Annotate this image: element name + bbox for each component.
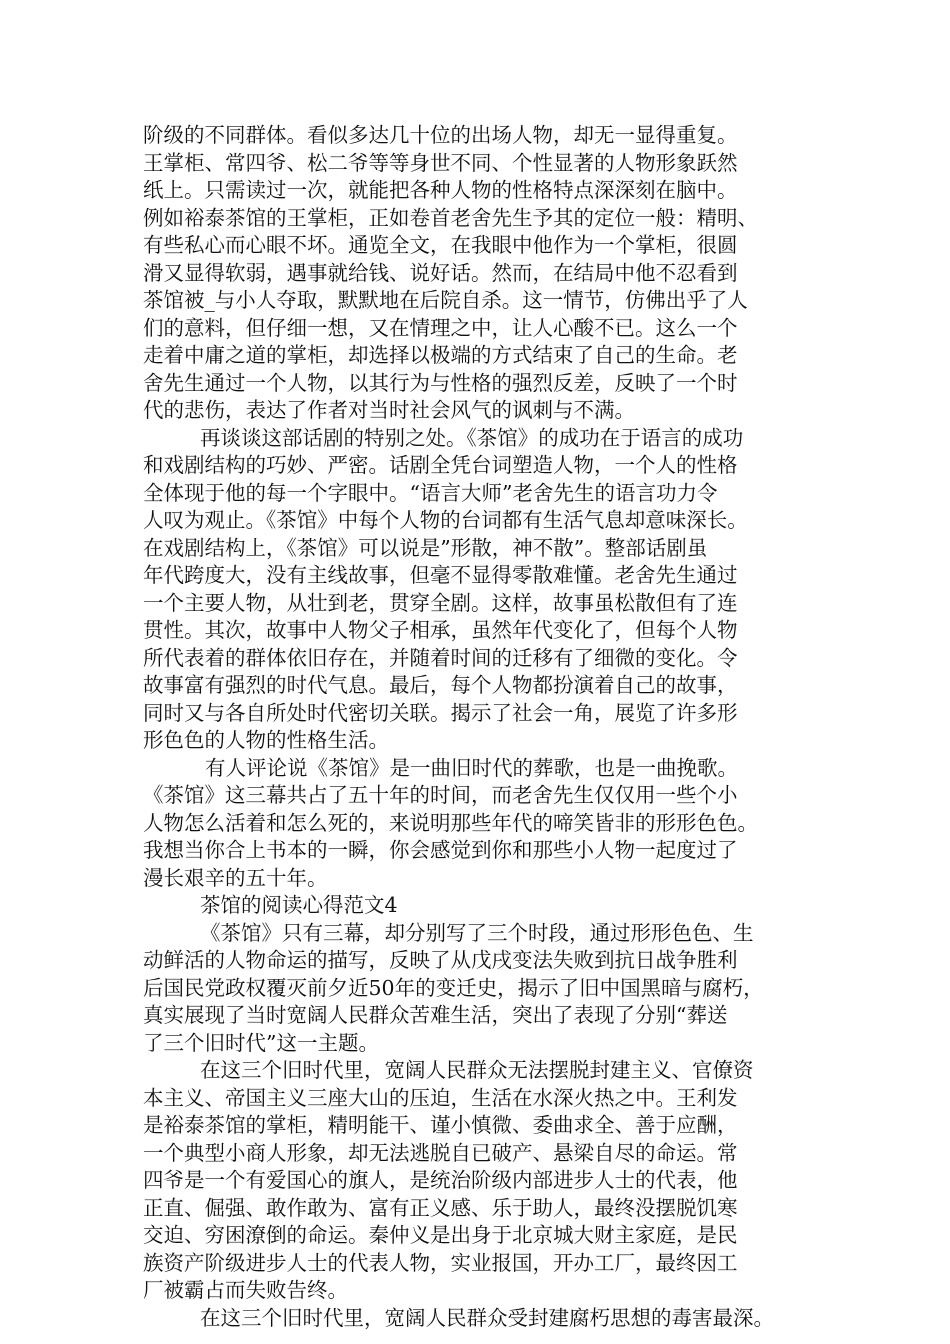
text-line: 滑又显得软弱，遇事就给钱、说好话。然而，在结局中他不忍看到 — [143, 260, 738, 285]
text-line: 人叹为观止。《茶馆》中每个人物的台词都有生活气息却意味深长。 — [143, 508, 748, 532]
text-line: 有人评论说《茶馆》是一曲旧时代的葬歌，也是一曲挽歌。 — [205, 755, 738, 780]
text-line: 后国民党政权覆灭前夕近50年的变迁史，揭示了旧中国黑暗与腐朽， — [143, 975, 764, 1000]
body-text — [143, 122, 833, 1332]
text-line: 四爷是一个有爱国心的旗人，是统治阶级内部进步人士的代表，他 — [143, 1168, 738, 1192]
text-line: 茶馆的阅读心得范文4 — [200, 893, 398, 917]
text-line: 在戏剧结构上，《茶馆》可以说是”形散，神不散”。整部话剧虽 — [143, 535, 708, 560]
text-line: 有些私心而心眼不坏。通览全文，在我眼中他作为一个掌柜，很圆 — [143, 233, 738, 257]
text-line: 在这三个旧时代里，宽阔人民群众无法摆脱封建主义、官僚资 — [200, 1058, 754, 1082]
text-line: 年代跨度大，没有主线故事，但毫不显得零散难懂。老舍先生通过 — [143, 563, 738, 587]
text-line: 茶馆被_与小人夺取，默默地在后院自杀。这一情节，仿佛出乎了人 — [143, 288, 748, 312]
text-line: 厂被霸占而失败告终。 — [143, 1278, 348, 1302]
text-line: 纸上。只需读过一次，就能把各种人物的性格特点深深刻在脑中。 — [143, 178, 738, 202]
text-line: 族资产阶级进步人士的代表人物，实业报国，开办工厂，最终因工 — [143, 1250, 738, 1275]
text-line: 再谈谈这部话剧的特别之处。《茶馆》的成功在于语言的成功 — [200, 425, 744, 450]
text-line: 阶级的不同群体。看似多达几十位的出场人物，却无一显得重复。 — [143, 123, 738, 147]
text-line: 一个主要人物，从壮到老，贯穿全剧。这样，故事虽松散但有了连 — [143, 590, 738, 615]
text-line: 正直、倔强、敢作敢为、富有正义感、乐于助人，最终没摆脱饥寒 — [143, 1195, 738, 1220]
text-line: 我想当你合上书本的一瞬，你会感觉到你和那些小人物一起度过了 — [143, 838, 738, 862]
text-line: 走着中庸之道的掌柜，却选择以极端的方式结束了自己的生命。老 — [143, 343, 738, 367]
text-line: 同时又与各自所处时代密切关联。揭示了社会一角，展览了许多形 — [143, 700, 738, 725]
text-line: 真实展现了当时宽阔人民群众苦难生活，突出了表现了分别“葬送 — [143, 1003, 728, 1027]
text-line: 了三个旧时代”这一主题。 — [143, 1030, 379, 1055]
text-line: 故事富有强烈的时代气息。最后，每个人物都扮演着自己的故事， — [143, 673, 738, 697]
text-line: 舍先生通过一个人物，以其行为与性格的强烈反差，反映了一个时 — [143, 370, 738, 395]
text-line: 王掌柜、常四爷、松二爷等等身世不同、个性显著的人物形象跃然 — [143, 150, 738, 175]
text-line: 动鲜活的人物命运的描写，反映了从戊戌变法失败到抗日战争胜利 — [143, 948, 738, 972]
text-line: 《茶馆》这三幕共占了五十年的时间，而老舍先生仅仅用一些个小 — [143, 783, 738, 807]
text-line: 所代表着的群体依旧存在，并随着时间的迁移有了细微的变化。令 — [143, 645, 738, 670]
text-line: 代的悲伤，表达了作者对当时社会风气的讽刺与不满。 — [143, 398, 635, 422]
text-line: 形色色的人物的性格生活。 — [143, 728, 389, 752]
text-line: 本主义、帝国主义三座大山的压迫，生活在水深火热之中。王利发 — [143, 1085, 738, 1110]
text-line: 《茶馆》只有三幕，却分别写了三个时段，通过形形色色、生 — [200, 920, 754, 945]
text-line: 交迫、穷困潦倒的命运。秦仲义是出身于北京城大财主家庭，是民 — [143, 1223, 738, 1247]
text-line: 是裕泰茶馆的掌柜，精明能干、谨小慎微、委曲求全、善于应酬， — [143, 1113, 738, 1137]
text-line: 人物怎么活着和怎么死的，来说明那些年代的啼笑皆非的形形色色。 — [143, 810, 758, 835]
text-line: 在这三个旧时代里，宽阔人民群众受封建腐朽思想的毒害最深。 — [200, 1305, 774, 1330]
text-line: 们的意料，但仔细一想，又在情理之中，让人心酸不已。这么一个 — [143, 315, 738, 340]
text-line: 一个典型小商人形象，却无法逃脱自已破产、悬梁自尽的命运。常 — [143, 1140, 738, 1165]
text-line: 贯性。其次，故事中人物父子相承，虽然年代变化了，但每个人物 — [143, 618, 738, 642]
text-line: 例如裕泰茶馆的王掌柜，正如卷首老舍先生予其的定位一般：精明、 — [143, 205, 758, 230]
text-line: 全体现于他的每一个字眼中。“语言大师”老舍先生的语言功力令 — [143, 480, 718, 505]
text-line: 漫长艰辛的五十年。 — [143, 865, 328, 890]
text-line: 和戏剧结构的巧妙、严密。话剧全凭台词塑造人物，一个人的性格 — [143, 453, 738, 477]
